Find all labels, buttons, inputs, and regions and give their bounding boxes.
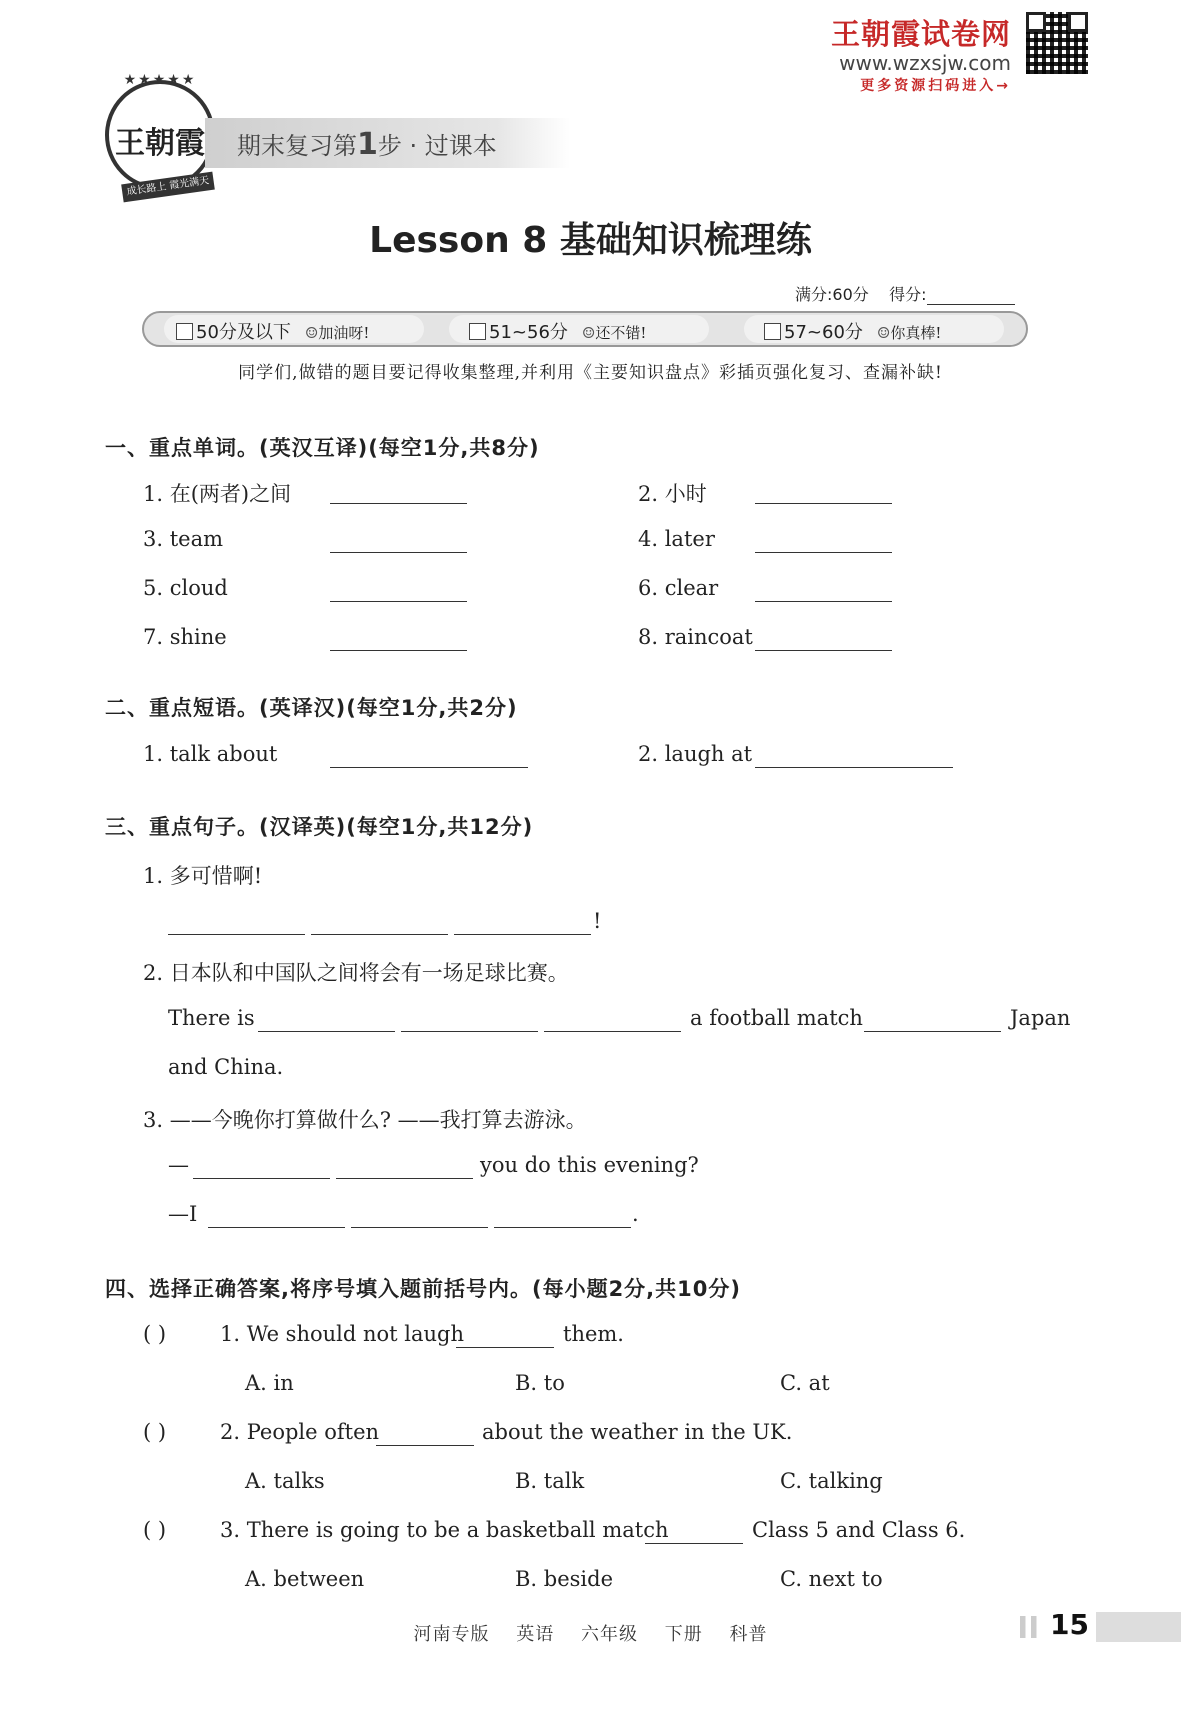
sentence-text: . <box>632 1202 639 1226</box>
got-score-label: 得分: <box>889 285 927 304</box>
sentence-text: —I <box>168 1202 198 1226</box>
brand-note: 更多资源扫码进入→ <box>860 78 1011 94</box>
rating-range: 51~56分 <box>489 322 568 343</box>
rating-item-mid <box>469 318 646 344</box>
answer-paren[interactable]: ( ) <box>143 1518 167 1542</box>
answer-blank[interactable] <box>645 1542 743 1544</box>
answer-blank[interactable] <box>755 649 892 651</box>
option[interactable]: B. beside <box>515 1567 614 1591</box>
answer-paren[interactable]: ( ) <box>143 1322 167 1346</box>
word-item: 2. 小时 <box>638 482 707 506</box>
answer-blank[interactable] <box>755 600 892 602</box>
answer-blank[interactable] <box>494 1226 631 1228</box>
answer-blank[interactable] <box>330 649 467 651</box>
footer-subject: 英语 <box>516 1624 555 1645</box>
answer-blank[interactable] <box>376 1444 474 1446</box>
footer-grade: 六年级 <box>581 1624 638 1645</box>
face-icon: ☺ <box>581 324 596 342</box>
full-score: 满分:60分 <box>795 285 869 304</box>
question-stem: 2. People often <box>220 1420 380 1444</box>
answer-blank[interactable] <box>193 1177 330 1179</box>
sentence-prompt: 3. ——今晚你打算做什么? ——我打算去游泳。 <box>143 1108 587 1132</box>
qr-code-icon[interactable] <box>1026 12 1088 74</box>
rating-comment: 加油呀! <box>318 324 370 342</box>
sentence-text: and China. <box>168 1055 284 1079</box>
answer-blank[interactable] <box>330 551 467 553</box>
word-item: 8. raincoat <box>638 625 753 649</box>
answer-blank[interactable] <box>168 933 305 935</box>
instruction-note: 同学们,做错的题目要记得收集整理,并利用《主要知识盘点》彩插页强化复习、查漏补缺! <box>238 363 943 383</box>
phrase-item: 1. talk about <box>143 742 278 766</box>
checkbox[interactable] <box>764 323 781 340</box>
option[interactable]: A. between <box>245 1567 365 1591</box>
section-3-heading: 三、重点句子。(汉译英)(每空1分,共12分) <box>105 815 534 839</box>
answer-blank[interactable] <box>755 502 892 504</box>
checkbox[interactable] <box>469 323 486 340</box>
word-item: 3. team <box>143 527 224 551</box>
answer-blank[interactable] <box>330 766 528 768</box>
section-4-heading: 四、选择正确答案,将序号填入题前括号内。(每小题2分,共10分) <box>105 1277 741 1301</box>
word-item: 1. 在(两者)之间 <box>143 482 292 506</box>
question-stem: 3. There is going to be a basketball match <box>220 1518 669 1542</box>
answer-blank[interactable] <box>330 502 467 504</box>
sentence-text: you do this evening? <box>480 1153 699 1177</box>
footer-volume: 下册 <box>664 1624 703 1645</box>
answer-blank[interactable] <box>544 1030 681 1032</box>
sentence-text: Japan <box>1010 1006 1071 1030</box>
word-item: 5. cloud <box>143 576 228 600</box>
option[interactable]: C. next to <box>780 1567 883 1591</box>
logo-stars: ★★★★★ <box>123 72 197 88</box>
word-item: 4. later <box>638 527 715 551</box>
logo-text: 王朝霞 <box>115 126 205 161</box>
section-1-heading: 一、重点单词。(英汉互译)(每空1分,共8分) <box>105 436 540 460</box>
option[interactable]: C. talking <box>780 1469 883 1493</box>
sentence-text: a football match <box>690 1006 863 1030</box>
got-score-blank[interactable] <box>927 303 1015 305</box>
answer-blank[interactable] <box>351 1226 488 1228</box>
answer-blank[interactable] <box>401 1030 538 1032</box>
rating-bar <box>142 311 1028 347</box>
option[interactable]: A. talks <box>245 1469 325 1493</box>
word-item: 6. clear <box>638 576 719 600</box>
sentence-prompt: 1. 多可惜啊! <box>143 864 263 888</box>
face-icon: ☺ <box>304 324 319 342</box>
brand-name: 王朝霞试卷网 <box>830 17 1011 51</box>
answer-blank[interactable] <box>755 766 953 768</box>
rating-item-low <box>176 318 369 344</box>
face-icon: ☺ <box>876 324 891 342</box>
option[interactable]: B. talk <box>515 1469 585 1493</box>
sentence-text: — <box>168 1153 189 1177</box>
page-number: 15 <box>1050 1608 1089 1641</box>
question-tail: about the weather in the UK. <box>482 1420 793 1444</box>
option[interactable]: A. in <box>245 1371 294 1395</box>
score-line <box>795 282 1015 305</box>
sentence-text: There is <box>168 1006 255 1030</box>
footer <box>0 1620 1181 1646</box>
question-stem: 1. We should not laugh <box>220 1322 465 1346</box>
banner-prefix: 期末复习第 <box>237 132 357 160</box>
page-title: Lesson 8 基础知识梳理练 <box>369 220 812 261</box>
answer-blank[interactable] <box>336 1177 473 1179</box>
rating-range: 50分及以下 <box>196 322 291 343</box>
answer-blank[interactable] <box>330 600 467 602</box>
checkbox[interactable] <box>176 323 193 340</box>
footer-publisher: 科普 <box>729 1624 768 1645</box>
question-tail: them. <box>563 1322 624 1346</box>
rating-range: 57~60分 <box>784 322 863 343</box>
answer-blank[interactable] <box>311 933 448 935</box>
banner-suffix: 步 · 过课本 <box>377 132 497 160</box>
word-item: 7. shine <box>143 625 227 649</box>
step-banner <box>205 118 570 168</box>
answer-blank[interactable] <box>454 933 591 935</box>
footer-edition: 河南专版 <box>413 1624 490 1645</box>
page-marker-icon <box>1020 1616 1042 1638</box>
brand-url[interactable]: www.wzxsjw.com <box>839 51 1011 75</box>
sentence-prompt: 2. 日本队和中国队之间将会有一场足球比赛。 <box>143 961 569 985</box>
section-2-heading: 二、重点短语。(英译汉)(每空1分,共2分) <box>105 696 518 720</box>
rating-item-high <box>764 318 941 344</box>
answer-blank[interactable] <box>258 1030 395 1032</box>
page-bar <box>1096 1612 1181 1642</box>
answer-blank[interactable] <box>864 1030 1001 1032</box>
answer-blank[interactable] <box>456 1346 554 1348</box>
answer-paren[interactable]: ( ) <box>143 1420 167 1444</box>
rating-comment: 还不错! <box>595 324 647 342</box>
rating-comment: 你真棒! <box>890 324 942 342</box>
phrase-item: 2. laugh at <box>638 742 753 766</box>
answer-blank[interactable] <box>208 1226 345 1228</box>
option[interactable]: B. to <box>515 1371 565 1395</box>
question-tail: Class 5 and Class 6. <box>752 1518 966 1542</box>
sentence-end: ! <box>593 909 602 933</box>
answer-blank[interactable] <box>755 551 892 553</box>
logo-ribbon: 成长路上 霞光满天 <box>121 172 215 203</box>
brand-block <box>831 12 1011 95</box>
option[interactable]: C. at <box>780 1371 830 1395</box>
banner-num: 1 <box>357 127 378 162</box>
